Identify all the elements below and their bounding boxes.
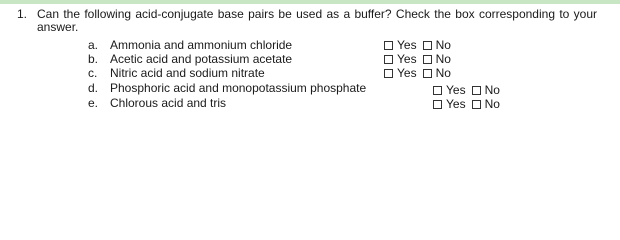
choice-group-b (384, 52, 451, 66)
no-label: No (435, 66, 451, 80)
no-checkbox-d[interactable] (472, 86, 481, 95)
yes-checkbox-e[interactable] (433, 100, 442, 109)
top-accent-bar (0, 0, 620, 4)
no-checkbox-b[interactable] (423, 55, 432, 64)
choice-group-e (433, 97, 500, 111)
choice-group-c (384, 66, 451, 80)
no-checkbox-c[interactable] (423, 69, 432, 78)
item-letter: b. (88, 52, 99, 66)
yes-label: Yes (397, 52, 417, 66)
item-text: Acetic acid and potassium acetate (110, 52, 293, 66)
yes-checkbox-a[interactable] (384, 41, 393, 50)
item-letter: d. (88, 81, 99, 95)
choice-group-a (384, 38, 451, 52)
question-number: 1. (17, 7, 28, 21)
no-checkbox-e[interactable] (472, 100, 481, 109)
yes-label: Yes (397, 38, 417, 52)
no-label: No (484, 83, 500, 97)
item-text: Phosphoric acid and monopotassium phosphate (110, 81, 367, 95)
item-text: Ammonia and ammonium chloride (110, 38, 293, 52)
no-label: No (435, 52, 451, 66)
yes-label: Yes (397, 66, 417, 80)
choice-group-d (433, 83, 500, 97)
item-text: Nitric acid and sodium nitrate (110, 66, 265, 80)
question-text: Can the following acid-conjugate base pairs be used as a buffer? Check the box corresponding to your answer. (37, 7, 597, 34)
no-label: No (435, 38, 451, 52)
item-letter: c. (88, 66, 98, 80)
item-text: Chlorous acid and tris (110, 96, 227, 110)
item-letter: a. (88, 38, 99, 52)
yes-label: Yes (446, 97, 466, 111)
yes-checkbox-b[interactable] (384, 55, 393, 64)
no-label: No (484, 97, 500, 111)
item-letter: e. (88, 96, 99, 110)
no-checkbox-a[interactable] (423, 41, 432, 50)
yes-label: Yes (446, 83, 466, 97)
yes-checkbox-d[interactable] (433, 86, 442, 95)
yes-checkbox-c[interactable] (384, 69, 393, 78)
